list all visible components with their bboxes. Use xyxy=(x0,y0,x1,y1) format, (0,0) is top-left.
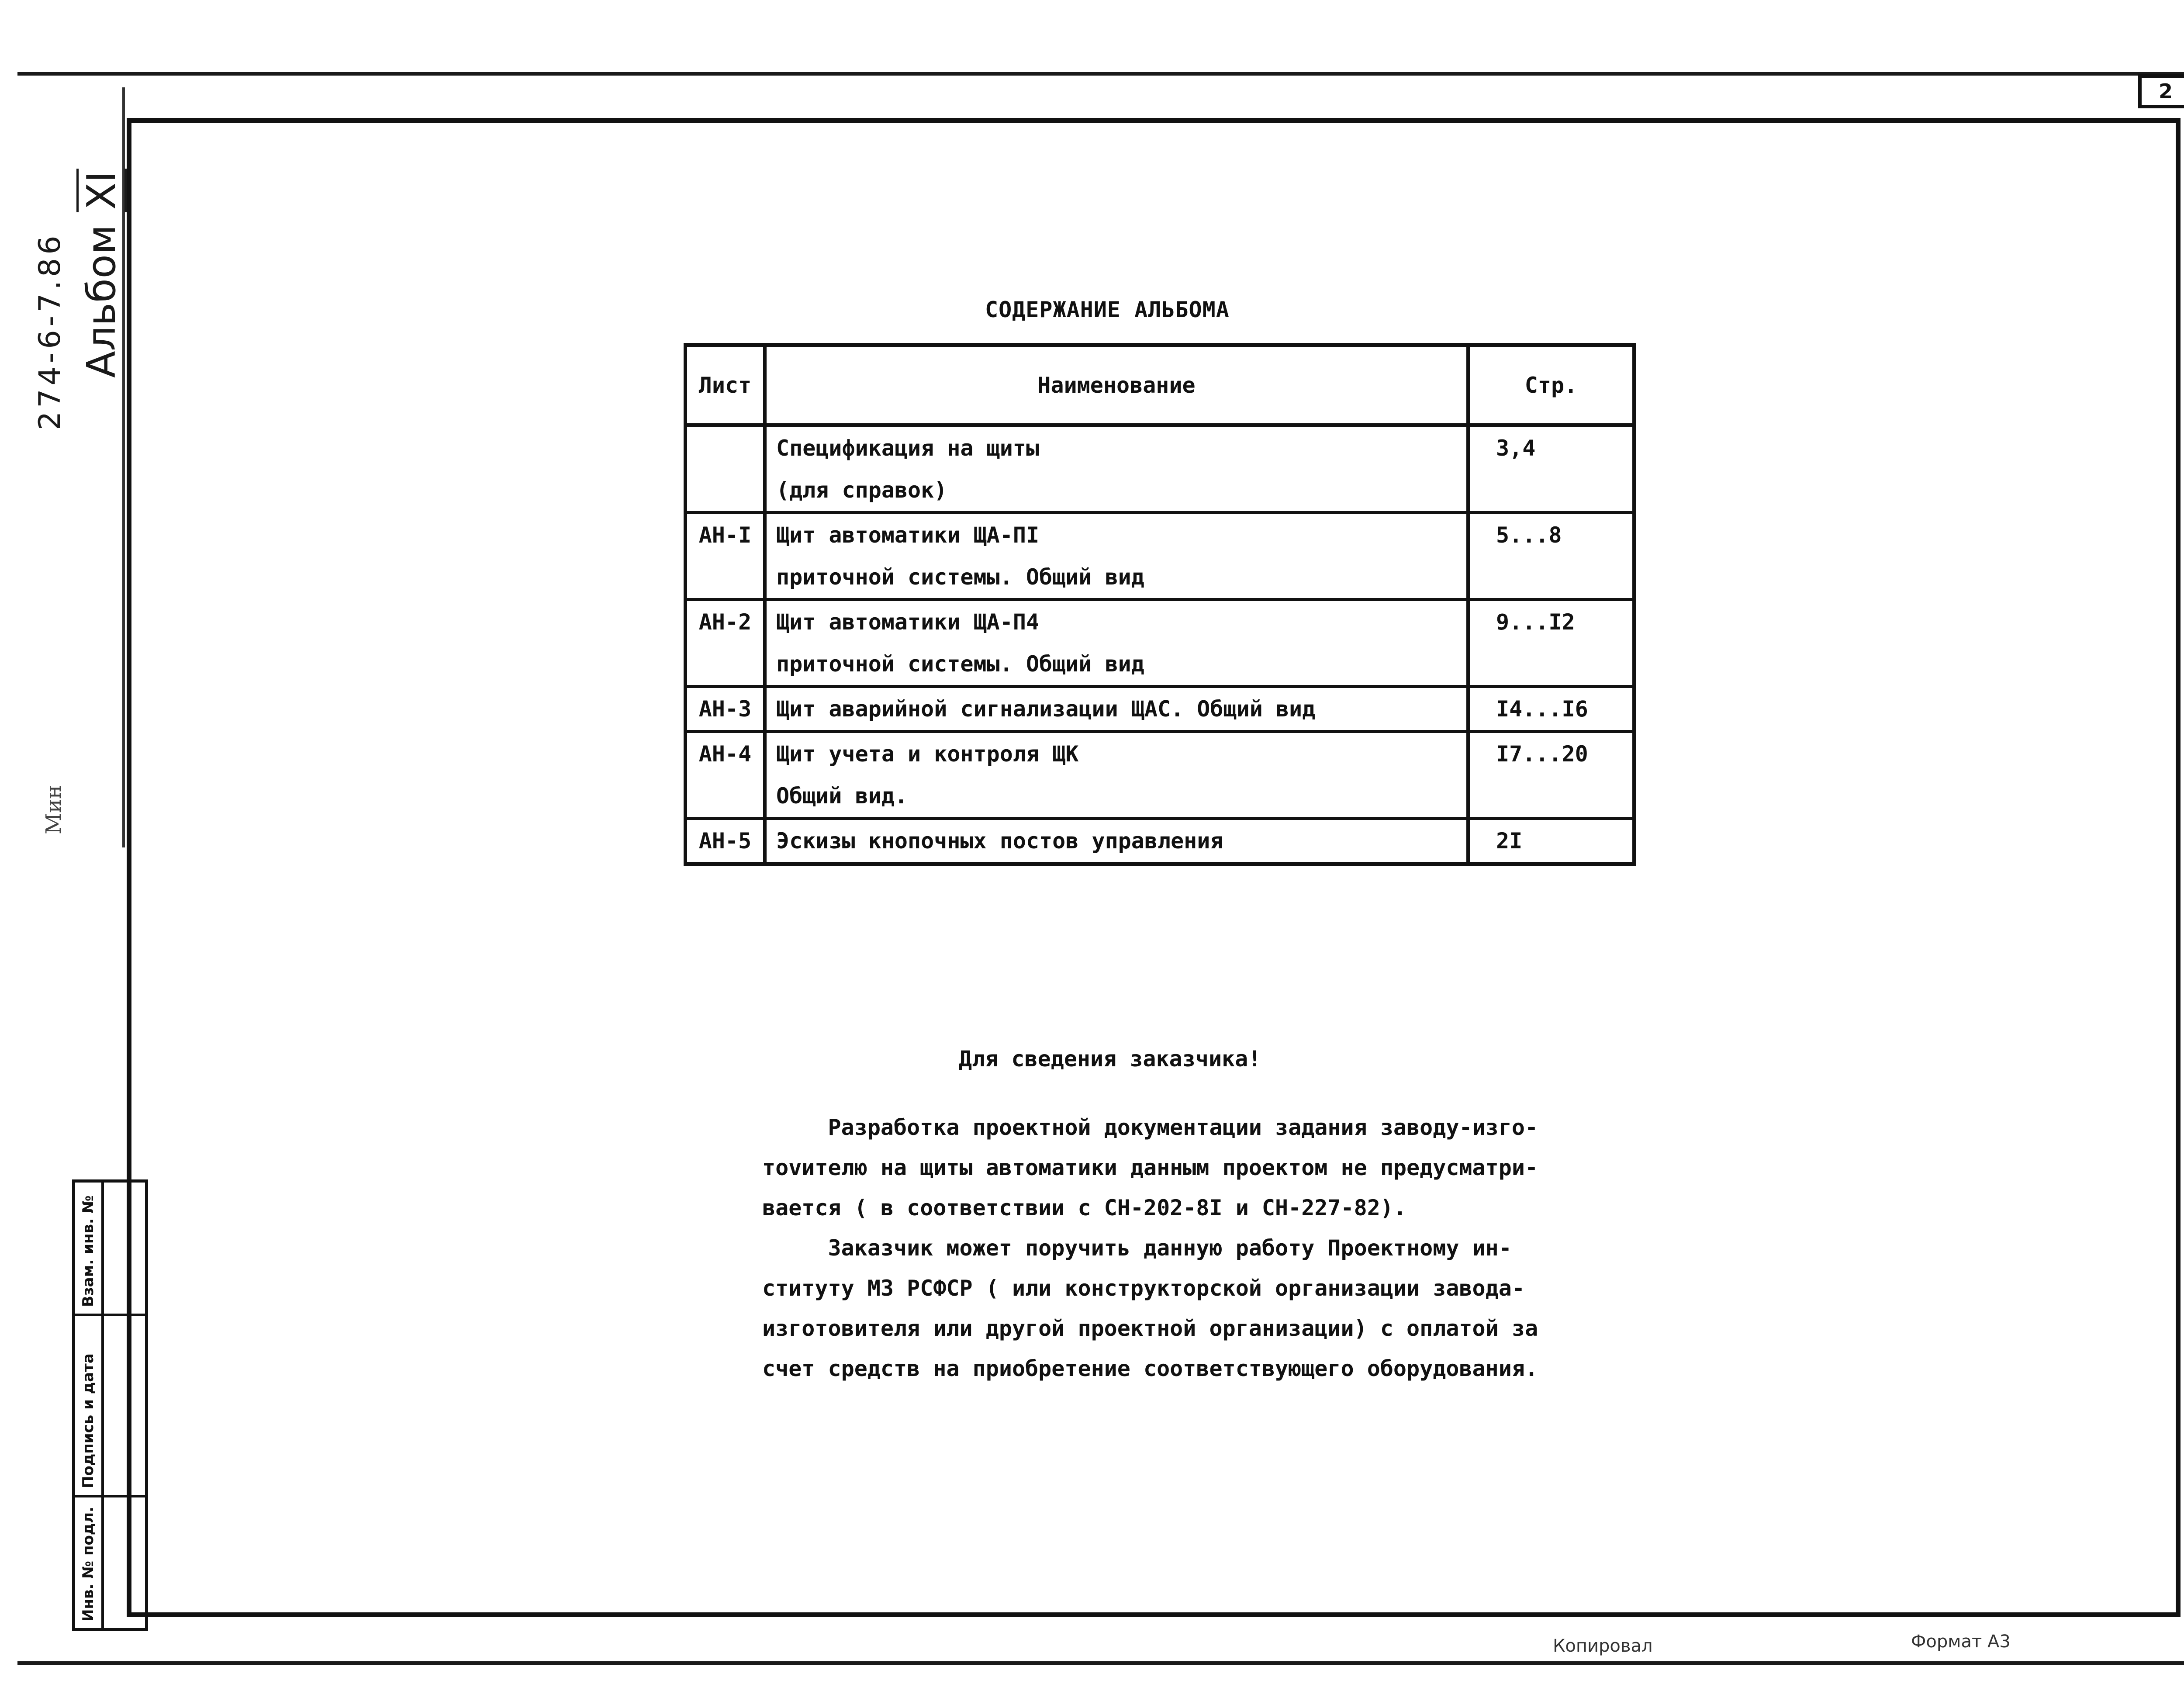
table-row xyxy=(685,687,1634,732)
row-sheet xyxy=(685,643,765,687)
row-page xyxy=(1468,775,1634,819)
row-name: Щит автоматики ЩА-П4 xyxy=(765,600,1468,643)
notice-line: Заказчик может поручить данную работу Проектному ин- xyxy=(762,1235,1512,1261)
album-number: XI xyxy=(76,169,127,212)
album-word: Альбом xyxy=(79,225,124,378)
header-sheet: Лист xyxy=(685,345,765,425)
row-name: Щит автоматики ЩА-ПI xyxy=(765,513,1468,557)
format-label: Формат А3 xyxy=(1911,1632,2011,1652)
row-name: Общий вид. xyxy=(765,775,1468,819)
row-sheet: АН-I xyxy=(685,513,765,557)
stamp-row-divider xyxy=(75,1495,145,1497)
stamp-row-divider xyxy=(75,1314,145,1316)
row-name: Эскизы кнопочных постов управления xyxy=(765,819,1468,864)
row-page: 5...8 xyxy=(1468,513,1634,557)
row-name: приточной системы. Общий вид xyxy=(765,556,1468,600)
header-name: Наименование xyxy=(765,345,1468,425)
table-row xyxy=(685,600,1634,643)
notice-title: Для сведения заказчика! xyxy=(959,1046,1261,1072)
row-name: Щит учета и контроля ЩК xyxy=(765,732,1468,775)
row-sheet: АН-4 xyxy=(685,732,765,775)
row-page: 3,4 xyxy=(1468,425,1634,470)
stamp-label-inv-orig: Инв. № подл. xyxy=(79,1506,97,1622)
row-sheet xyxy=(685,425,765,470)
notice-line: Разработка проектной документации задания заводу-изго- xyxy=(762,1115,1538,1140)
row-name: (для справок) xyxy=(765,469,1468,513)
row-sheet xyxy=(685,775,765,819)
table-row xyxy=(685,775,1634,819)
row-name: приточной системы. Общий вид xyxy=(765,643,1468,687)
document-code: 274-6-7.86 xyxy=(33,232,67,430)
row-page: I7...20 xyxy=(1468,732,1634,775)
row-page xyxy=(1468,643,1634,687)
row-page: 2I xyxy=(1468,819,1634,864)
row-sheet: АН-3 xyxy=(685,687,765,732)
row-sheet: АН-5 xyxy=(685,819,765,864)
notice-line: счет средств на приобретение соответствующего оборудования. xyxy=(762,1356,1538,1381)
table-row xyxy=(685,732,1634,775)
copied-by-label: Копировал xyxy=(1553,1636,1653,1656)
row-page xyxy=(1468,469,1634,513)
margin-note: Мин xyxy=(41,785,66,834)
row-page xyxy=(1468,556,1634,600)
contents-title: СОДЕРЖАНИЕ АЛЬБОМА xyxy=(985,297,1230,322)
row-sheet: АН-2 xyxy=(685,600,765,643)
table-row xyxy=(685,469,1634,513)
page-number: 2 xyxy=(2138,74,2184,108)
table-row xyxy=(685,425,1634,470)
table-row xyxy=(685,556,1634,600)
notice-line: тovителю на щиты автоматики данным проектом не предусматри- xyxy=(762,1155,1538,1180)
stamp-label-replace-inv: Взам. инв. № xyxy=(79,1195,97,1307)
stamp-label-signature-date: Подпись и дата xyxy=(79,1353,97,1488)
row-sheet xyxy=(685,469,765,513)
table-row xyxy=(685,643,1634,687)
row-sheet xyxy=(685,556,765,600)
table-row xyxy=(685,819,1634,864)
notice-body xyxy=(762,1107,1575,1389)
album-label xyxy=(79,169,124,378)
row-page: 9...I2 xyxy=(1468,600,1634,643)
notice-line: изготовителя или другой проектной организации) с оплатой за xyxy=(762,1316,1538,1341)
stamp-column-divider xyxy=(101,1183,104,1628)
approval-stamp xyxy=(72,1179,148,1631)
contents-table xyxy=(684,343,1636,866)
row-name: Спецификация на щиты xyxy=(765,425,1468,470)
notice-line: вается ( в соответствии с СН-202-8I и СН-227-82). xyxy=(762,1195,1407,1221)
table-row xyxy=(685,513,1634,557)
header-page: Стр. xyxy=(1468,345,1634,425)
table-header-row xyxy=(685,345,1634,425)
row-page: I4...I6 xyxy=(1468,687,1634,732)
notice-line: ституту МЗ РСФСР ( или конструкторской организации завода- xyxy=(762,1276,1525,1301)
row-name: Щит аварийной сигнализации ЩАС. Общий вид xyxy=(765,687,1468,732)
